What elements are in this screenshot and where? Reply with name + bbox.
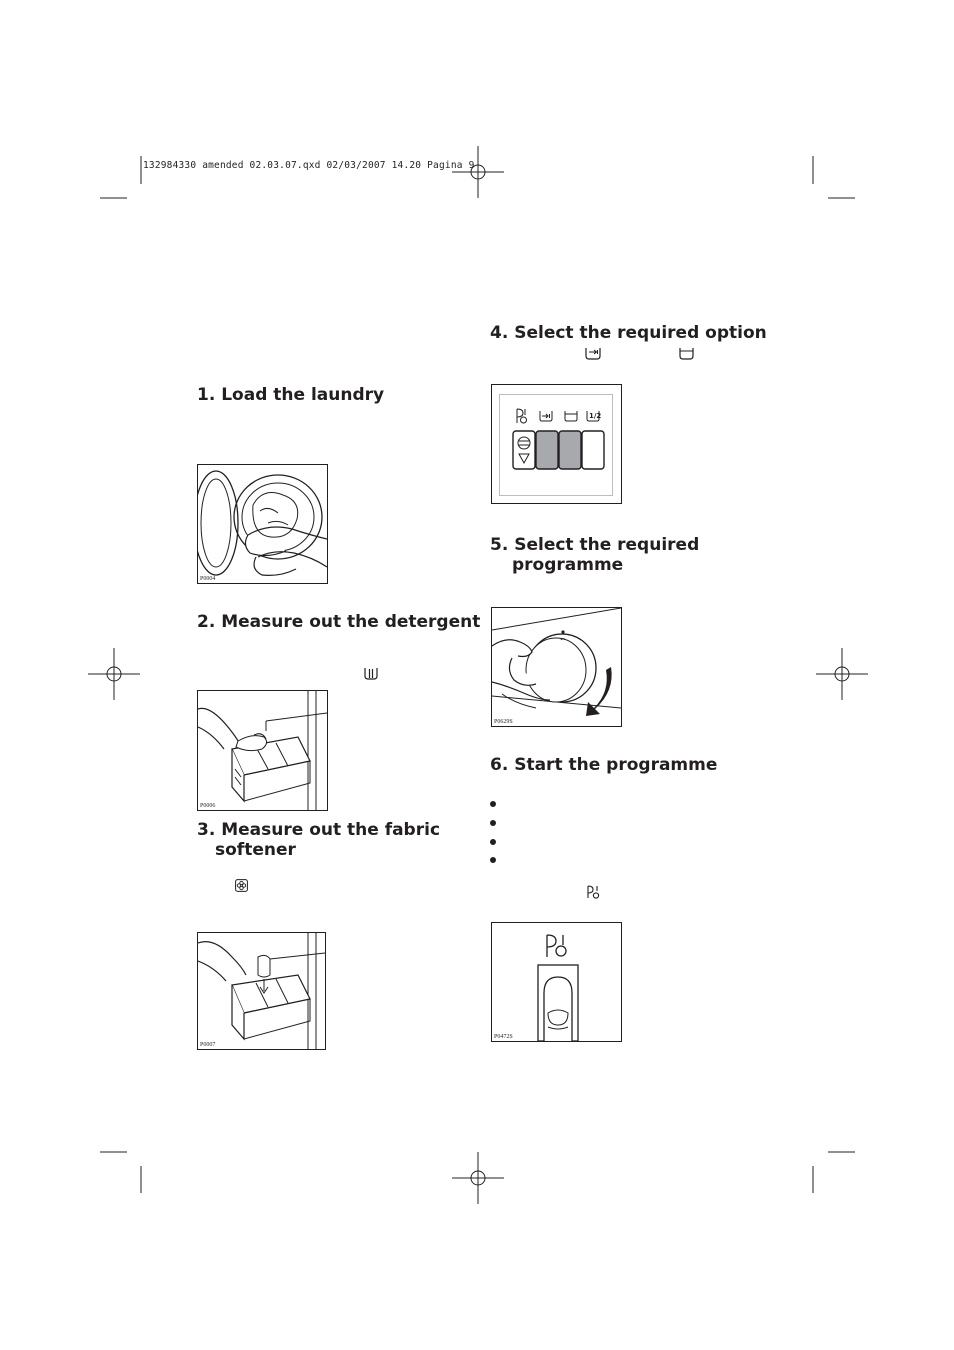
step-3-title-line1: Measure out the fabric xyxy=(221,820,441,840)
step-4-title: Select the required option xyxy=(514,323,767,343)
bullet-point xyxy=(490,839,496,845)
start-pause-icon xyxy=(547,935,566,957)
step-1-number: 1. xyxy=(197,385,216,405)
half-load-label: 1/2 xyxy=(589,412,602,420)
figure-code: P0007 xyxy=(200,1042,216,1048)
file-slug-line: 132984330 amended 02.03.07.qxd 02/03/2007 14.20 Pagina 9 xyxy=(143,160,475,171)
step-2-title: Measure out the detergent xyxy=(221,612,481,632)
bullet-point xyxy=(490,857,496,863)
bullet-point xyxy=(490,820,496,826)
registration-mark-bottom xyxy=(452,1152,504,1204)
step-4-heading xyxy=(490,323,767,343)
figure-code: P0472S xyxy=(494,1034,513,1040)
start-pause-icon xyxy=(517,409,527,423)
rinse-hold-option-icon xyxy=(565,411,577,421)
registration-mark-right xyxy=(816,648,868,700)
step-3-title-line2: softener xyxy=(215,840,296,860)
registration-mark-left xyxy=(88,648,140,700)
figure-code: P0629S xyxy=(494,719,513,725)
step-5-title-line2: programme xyxy=(512,555,624,575)
step-6-heading xyxy=(490,755,717,775)
prewash-main-wash-compartment-icon xyxy=(364,667,378,680)
step-5-heading xyxy=(490,535,699,575)
start-pause-icon xyxy=(586,885,600,899)
prewash-option-icon xyxy=(540,411,552,421)
step-6-title: Start the programme xyxy=(514,755,718,775)
figure-detergent-drawer xyxy=(197,690,328,811)
fabric-softener-flower-icon xyxy=(235,879,248,892)
bullet-point xyxy=(490,801,496,807)
step-1-title: Load the laundry xyxy=(221,385,385,405)
step-6-number: 6. xyxy=(490,755,509,775)
step-3-number: 3. xyxy=(197,820,216,840)
step-4-number: 4. xyxy=(490,323,509,343)
figure-code: P0004 xyxy=(200,576,216,582)
step-1-heading xyxy=(197,385,384,405)
step-5-title-line1: Select the required xyxy=(514,535,700,555)
step-2-number: 2. xyxy=(197,612,216,632)
step-3-heading xyxy=(197,820,440,860)
figure-option-panel xyxy=(491,384,622,504)
prewash-option-icon xyxy=(585,347,601,360)
step-2-heading xyxy=(197,612,480,632)
step-5-number: 5. xyxy=(490,535,509,555)
figure-fabric-softener-drawer xyxy=(197,932,326,1050)
registration-mark-top xyxy=(452,146,504,198)
figure-programme-dial xyxy=(491,607,622,727)
figure-load-laundry xyxy=(197,464,328,584)
rinse-hold-option-icon xyxy=(679,347,694,360)
figure-start-button xyxy=(491,922,622,1042)
figure-code: P0006 xyxy=(200,803,216,809)
